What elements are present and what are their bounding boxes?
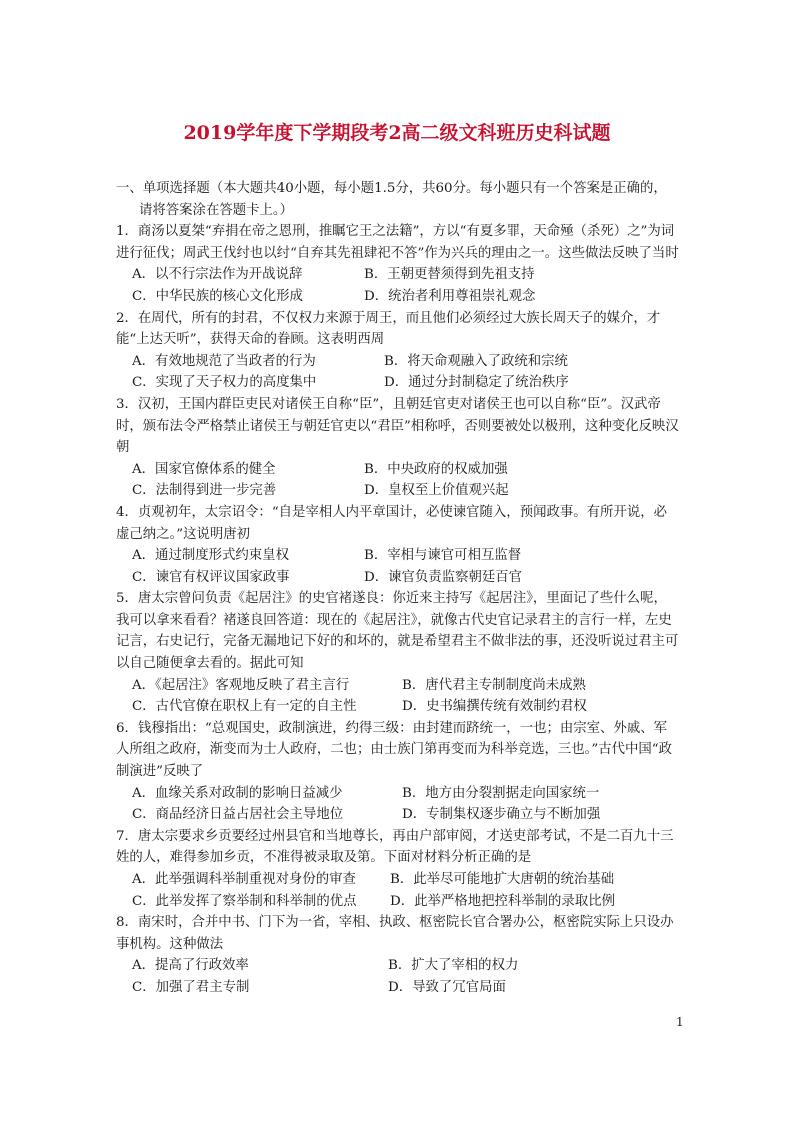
option-row [116, 264, 680, 286]
option-row [116, 351, 680, 373]
option-b[interactable]: B．扩大了宰相的权力 [388, 958, 519, 974]
question-stem: 5．唐太宗曾问负责《起居注》的史官褚遂良：你近来主持写《起居注》，里面记了些什么呢，我可以拿来看看？褚遂良回答道：现在的《起居注》，就像古代史官记录君主的言行一样，左史记言，右史记行，完备无漏地记下好的和坏的，就是希望君主不做非法的事，还没听说过君主可以自己随便拿去看的。据此可知 [116, 591, 679, 672]
option-a[interactable]: A．有效地规范了当政者的行为 [132, 353, 316, 369]
option-row [116, 977, 680, 999]
option-b[interactable]: B．王朝更替须得到先祖支持 [364, 267, 535, 283]
question-stem: 6．钱穆指出：“总观国史，政制演进，约得三级：由封建而跻统一，一也；由宗室、外戚、军人所组之政府，渐变而为士人政府，二也；由士族门第再变而为科举竞选，三也。”古代中国“政制演进”反映了 [116, 720, 673, 780]
question-4 [116, 502, 680, 588]
question-3 [116, 394, 680, 502]
option-row [116, 545, 680, 567]
question-1 [116, 221, 680, 307]
question-stem: 3．汉初，王国内群臣吏民对诸侯王自称“臣”，且朝廷官吏对诸侯王也可以自称“臣”。汉武帝时，颁布法令严格禁止诸侯王与朝廷官吏以“君臣”相称呼，否则要被处以极刑，这种变化反映汉朝 [116, 396, 679, 456]
option-b[interactable]: B．宰相与谏官可相互监督 [364, 548, 522, 564]
option-c[interactable]: C．古代官僚在职权上有一定的自主性 [132, 699, 357, 715]
option-a[interactable]: A．《起居注》客观地反映了君主言行 [132, 677, 350, 693]
option-b[interactable]: B．唐代君主专制制度尚未成熟 [402, 677, 586, 693]
option-row [116, 804, 680, 826]
question-6 [116, 718, 680, 826]
question-2 [116, 308, 680, 394]
option-a[interactable]: A．提高了行政效率 [132, 958, 249, 974]
option-d[interactable]: D．专制集权逐步确立与不断加强 [402, 807, 601, 823]
question-stem: 4．贞观初年，太宗诏令：“自是宰相人内平章国计，必使谏官随入，预闻政事。有所开说，必虚己纳之。”这说明唐初 [116, 504, 667, 542]
option-c[interactable]: C．加强了君主专制 [132, 979, 250, 995]
option-d[interactable]: D．通过分封制稳定了统治秩序 [384, 375, 569, 391]
question-7 [116, 826, 680, 912]
option-d[interactable]: D．此举严格地把控科举制的录取比例 [390, 893, 615, 909]
option-row [116, 480, 680, 502]
option-row [116, 459, 680, 481]
option-d[interactable]: D．史书编撰传统有效制约君权 [402, 699, 587, 715]
question-stem: 1．商汤以夏桀“弃捐在帝之恩刑，推瞩它王之法籍”，方以“有夏多罪，天命殛（杀死）之”为词进行征伐；周武王伐纣也以纣“自弃其先祖肆祀不答”作为兴兵的理由之一。这些做法反映了当时 [116, 224, 679, 261]
option-a[interactable]: A．以不行宗法作为开战说辞 [132, 267, 303, 283]
page-number: 1 [676, 1015, 684, 1029]
option-row [116, 869, 680, 891]
option-a[interactable]: A．血缘关系对政制的影响日益减少 [132, 785, 343, 801]
question-8 [116, 912, 680, 998]
option-c[interactable]: C．法制得到进一步完善 [132, 483, 277, 499]
option-a[interactable]: A．国家官僚体系的健全 [132, 461, 276, 477]
option-d[interactable]: D．谏官负责监察朝廷百官 [364, 569, 523, 585]
option-row [116, 675, 680, 697]
option-a[interactable]: A．通过制度形式约束皇权 [132, 548, 289, 564]
option-c[interactable]: C．此举发挥了察举制和科举制的优点 [132, 893, 357, 909]
question-stem: 2．在周代，所有的封君，不仅权力来源于周王，而且他们必须经过大族长周天子的媒介，才能“上达天听”，获得天命的眷顾。这表明西周 [116, 310, 661, 348]
option-c[interactable]: C．中华民族的核心文化形成 [132, 288, 303, 304]
option-b[interactable]: B．此举尽可能地扩大唐朝的统治基础 [390, 872, 615, 887]
option-a[interactable]: A．此举强调科举制重视对身份的审查 [132, 872, 356, 887]
option-d[interactable]: D．皇权至上价值观兴起 [364, 483, 509, 499]
option-b[interactable]: B．中央政府的权威加强 [364, 461, 508, 477]
question-stem: 7．唐太宗要求乡贡要经过州县官和当地尊长，再由户部审阅，才送吏部考试，不是二百九十三姓的人，难得参加乡贡，不准得被录取及第。下面对材料分析正确的是 [116, 828, 674, 866]
option-c[interactable]: C．实现了天子权力的高度集中 [132, 375, 317, 391]
option-d[interactable]: D．导致了冗官局面 [388, 979, 506, 995]
option-row [116, 891, 680, 913]
option-b[interactable]: B．将天命观融入了政统和宗统 [384, 353, 568, 369]
option-row [116, 286, 680, 308]
exam-content [116, 178, 680, 999]
question-5 [116, 588, 680, 718]
option-row [116, 372, 680, 394]
exam-title: 2019学年度下学期段考2高二级文科班历史科试题 [183, 122, 611, 144]
option-row [116, 783, 680, 805]
option-b[interactable]: B．地方由分裂割据走向国家统一 [402, 785, 600, 801]
section-heading: 一、单项选择题（本大题共40小题，每小题1.5分，共60分。每小题只有一个答案是正确的，请将答案涂在答题卡上。） [116, 181, 667, 218]
option-row [116, 696, 680, 718]
option-c[interactable]: C．谏官有权评议国家政事 [132, 569, 290, 585]
question-stem: 8．南宋时，合并中书、门下为一省，宰相、执政、枢密院长官合署办公，枢密院实际上只设办事机构。这种做法 [116, 915, 674, 952]
option-row [116, 567, 680, 589]
option-row [116, 955, 680, 977]
option-c[interactable]: C．商品经济日益占居社会主导地位 [132, 807, 344, 823]
option-d[interactable]: D．统治者利用尊祖崇礼观念 [364, 288, 536, 304]
